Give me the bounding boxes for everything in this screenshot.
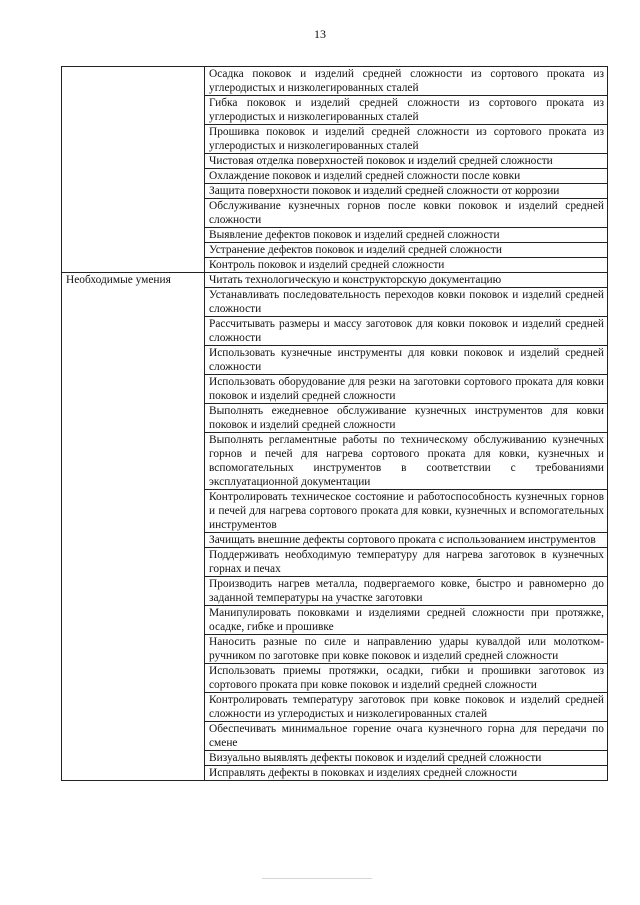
table-cell-item: Обеспечивать минимальное горение очага кузнечного горна для передачи по смене: [205, 722, 608, 751]
table-cell-item: Использовать оборудование для резки на заготовки сортового проката для ковки поковок и изделий средней сложности: [205, 375, 608, 404]
table-cell-item: Исправлять дефекты в поковках и изделиях средней сложности: [205, 766, 608, 781]
table-cell-item: Использовать приемы протяжки, осадки, гибки и прошивки заготовок из сортового проката при ковке поковок и изделий средней сложности: [205, 664, 608, 693]
table-cell-item: Контроль поковок и изделий средней сложности: [205, 258, 608, 273]
table-cell-item: Контролировать техническое состояние и работоспособность кузнечных горнов и печей для нагрева сортового проката для ковки, кузнечных и вспомогательных инструментов: [205, 490, 608, 533]
table-cell-item: Читать технологическую и конструкторскую документацию: [205, 273, 608, 288]
table-cell-item: Устранение дефектов поковок и изделий средней сложности: [205, 243, 608, 258]
table-cell-item: Выполнять ежедневное обслуживание кузнечных инструментов для ковки поковок и изделий средней сложности: [205, 404, 608, 433]
table-cell-item: Рассчитывать размеры и массу заготовок для ковки поковок и изделий средней сложности: [205, 317, 608, 346]
scan-mark: [262, 878, 372, 879]
table-cell-item: Контролировать температуру заготовок при ковке поковок и изделий средней сложности из углеродистых и низколегированных сталей: [205, 693, 608, 722]
table-cell-item: Выполнять регламентные работы по техническому обслуживанию кузнечных горнов и печей для нагрева сортового проката для ковки, кузнечных и вспомогательных инструментов в соответствии с требованиями эксплуатационной документации: [205, 433, 608, 490]
table-cell-item: Производить нагрев металла, подвергаемого ковке, быстро и равномерно до заданной температуры на участке заготовки: [205, 577, 608, 606]
table-cell-item: Защита поверхности поковок и изделий средней сложности от коррозии: [205, 184, 608, 199]
table-cell-item: Выявление дефектов поковок и изделий средней сложности: [205, 228, 608, 243]
table-cell-item: Прошивка поковок и изделий средней сложности из сортового проката из углеродистых и низколегированных сталей: [205, 125, 608, 154]
section-label: Необходимые умения: [62, 273, 205, 781]
requirements-table: [61, 66, 608, 781]
table-cell-item: Зачищать внешние дефекты сортового проката с использованием инструментов: [205, 533, 608, 548]
section-label: [62, 67, 205, 273]
table-row: [62, 67, 608, 96]
page-number: 13: [314, 27, 326, 41]
table-cell-item: Поддерживать необходимую температуру для нагрева заготовок в кузнечных горнах и печах: [205, 548, 608, 577]
table-cell-item: Манипулировать поковками и изделиями средней сложности при протяжке, осадке, гибке и прошивке: [205, 606, 608, 635]
table-cell-item: Устанавливать последовательность переходов ковки поковок и изделий средней сложности: [205, 288, 608, 317]
table-row: [62, 273, 608, 288]
table-cell-item: Осадка поковок и изделий средней сложности из сортового проката из углеродистых и низколегированных сталей: [205, 67, 608, 96]
table-cell-item: Гибка поковок и изделий средней сложности из сортового проката из углеродистых и низколегированных сталей: [205, 96, 608, 125]
table-cell-item: Охлаждение поковок и изделий средней сложности после ковки: [205, 169, 608, 184]
table-cell-item: Визуально выявлять дефекты поковок и изделий средней сложности: [205, 751, 608, 766]
table-cell-item: Чистовая отделка поверхностей поковок и изделий средней сложности: [205, 154, 608, 169]
table-cell-item: Использовать кузнечные инструменты для ковки поковок и изделий средней сложности: [205, 346, 608, 375]
table-cell-item: Обслуживание кузнечных горнов после ковки поковок и изделий средней сложности: [205, 199, 608, 228]
table-cell-item: Наносить разные по силе и направлению удары кувалдой или молотком-ручником по заготовке при ковке поковок и изделий средней сложности: [205, 635, 608, 664]
